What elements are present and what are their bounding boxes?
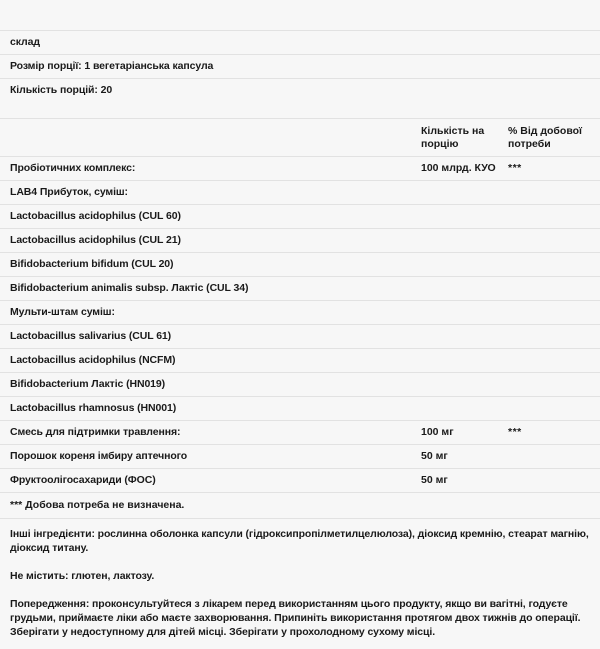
table-row — [0, 348, 600, 372]
table-row — [0, 300, 600, 324]
table-row — [0, 252, 600, 276]
ingredient-name: Bifidobacterium animalis subsp. Лактіс (CUL 34) — [10, 282, 249, 294]
supplement-table-body — [0, 156, 600, 492]
free-from-paragraph: Не містить: глютен, лактозу. — [0, 563, 600, 591]
serving-size-text: Розмір порції: 1 вегетаріанська капсула — [10, 60, 214, 72]
ingredient-daily-value: *** — [508, 426, 522, 438]
table-row — [0, 396, 600, 420]
ingredient-daily-value: *** — [508, 162, 522, 174]
daily-value-footnote: *** Добова потреба не визначена. — [0, 492, 600, 518]
ingredient-name: Фруктоолігосахариди (ФОС) — [10, 474, 156, 486]
table-row — [0, 180, 600, 204]
ingredient-amount: 50 мг — [421, 450, 448, 462]
table-row — [0, 444, 600, 468]
servings-per-container-row — [0, 78, 600, 102]
serving-size-row — [0, 54, 600, 78]
ingredient-name: Пробіотичних комплекс: — [10, 162, 136, 174]
table-row — [0, 324, 600, 348]
ingredient-name: Bifidobacterium Лактіс (HN019) — [10, 378, 166, 390]
column-header-daily-value: % Від добової потреби — [508, 125, 582, 150]
supplement-facts-title-row — [0, 30, 600, 54]
ingredient-name: LAB4 Прибуток, суміш: — [10, 186, 128, 198]
panel-gap — [0, 102, 600, 118]
other-ingredients-paragraph: Інші інгредієнти: рослинна оболонка капсули (гідроксипропілметилцелюлоза), діоксид кремнію, стеарат магнію, діоксид титану. — [0, 518, 600, 563]
ingredient-name: Lactobacillus acidophilus (CUL 21) — [10, 234, 181, 246]
ingredient-amount: 100 млрд. КУО — [421, 162, 496, 174]
table-row — [0, 204, 600, 228]
ingredient-name: Смесь для підтримки травлення: — [10, 426, 181, 438]
page-title: склад — [10, 36, 40, 48]
table-row — [0, 468, 600, 492]
table-header-row — [0, 118, 600, 156]
ingredient-amount: 100 мг — [421, 426, 454, 438]
servings-per-container-text: Кількість порцій: 20 — [10, 84, 113, 96]
ingredient-name: Bifidobacterium bifidum (CUL 20) — [10, 258, 174, 270]
ingredient-name: Lactobacillus salivarius (CUL 61) — [10, 330, 172, 342]
column-header-amount: Кількість на порцію — [421, 125, 485, 150]
table-row — [0, 156, 600, 180]
table-row — [0, 228, 600, 252]
table-row — [0, 276, 600, 300]
ingredient-name: Lactobacillus acidophilus (NCFM) — [10, 354, 176, 366]
ingredient-name: Мульти-штам суміш: — [10, 306, 115, 318]
table-row — [0, 372, 600, 396]
ingredient-name: Lactobacillus rhamnosus (HN001) — [10, 402, 177, 414]
table-row — [0, 420, 600, 444]
ingredient-name: Порошок кореня імбиру аптечного — [10, 450, 188, 462]
ingredient-amount: 50 мг — [421, 474, 448, 486]
ingredient-name: Lactobacillus acidophilus (CUL 60) — [10, 210, 181, 222]
warning-paragraph: Попередження: проконсультуйтеся з лікарем перед використанням цього продукту, якщо ви вагітні, годуєте грудьми, приймаєте ліки або маєте захворювання. Припиніть використання протягом двох тижнів до операції. Зберігати у недоступному для дітей місці. Зберігати у прохолодному сухому місці. — [0, 591, 600, 649]
